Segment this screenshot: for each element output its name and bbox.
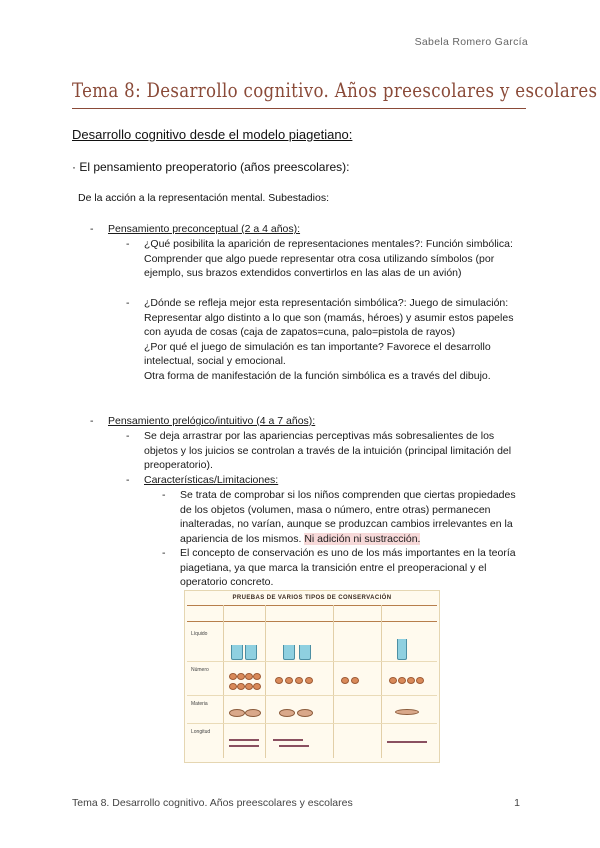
coin-icon — [305, 677, 313, 684]
list-dash: - — [126, 474, 130, 486]
sub-list-item — [162, 546, 526, 590]
figure-row-divider — [187, 661, 437, 662]
section-heading: Desarrollo cognitivo desde el modelo piagetiano: — [72, 127, 353, 142]
list-dash: - — [126, 430, 130, 442]
sub-list-item-text: El concepto de conservación es uno de los más importantes en la teoría piagetiana, ya que marca la transición entre el preoperacional y el operatorio concreto. — [180, 547, 516, 589]
bullet-preconceptual — [90, 222, 528, 237]
glass-icon — [283, 645, 295, 660]
list-item-extra: ¿Por qué el juego de simulación es tan importante? Favorece el desarrollo intelectual, social y emocional. — [144, 340, 491, 368]
coin-icon — [229, 683, 237, 690]
coin-icon — [237, 673, 245, 680]
figure-row-label: Longitud — [191, 729, 211, 735]
glass-icon — [299, 645, 311, 660]
author-name: Sabela Romero García — [414, 36, 528, 48]
list-dash: - — [126, 238, 130, 250]
page-title: Tema 8: Desarrollo cognitivo. Años preescolares y escolares — [72, 78, 598, 102]
figure-row-label: Materia — [191, 701, 208, 707]
page-number: 1 — [514, 797, 520, 809]
bullet-label: Pensamiento preconceptual (2 a 4 años): — [108, 223, 301, 235]
highlighted-text: Ni adición ni sustracción. — [304, 532, 421, 545]
coin-icon — [245, 673, 253, 680]
stick-icon — [273, 739, 303, 741]
list-dash: - — [90, 415, 94, 427]
coin-icon — [341, 677, 349, 684]
figure-row-label: Líquido — [191, 631, 208, 637]
footer-title: Tema 8. Desarrollo cognitivo. Años preescolares y escolares — [72, 797, 353, 809]
coin-icon — [389, 677, 397, 684]
glass-icon — [397, 639, 407, 660]
coin-icon — [416, 677, 424, 684]
coin-icon — [275, 677, 283, 684]
figure-column-divider — [223, 605, 224, 758]
figure-row-divider — [187, 723, 437, 724]
list-item — [126, 296, 522, 384]
clay-ball-icon — [297, 709, 313, 717]
coin-icon — [245, 683, 253, 690]
clay-ball-icon — [279, 709, 295, 717]
coin-icon — [351, 677, 359, 684]
figure-column-divider — [381, 605, 382, 758]
list-dash: - — [90, 223, 94, 235]
list-dash: - — [162, 547, 166, 559]
list-dash: - — [126, 297, 130, 309]
sub-list-item-text: Se trata de comprobar si los niños comprenden que ciertas propiedades de los objetos (volumen, masa o número, entre otras) permanecen inalteradas, no varían, aunque se produzcan cambios irrelevantes en la apariencia de los mismos. — [180, 489, 516, 545]
intro-paragraph: De la acción a la representación mental. Subestadios: — [78, 192, 329, 204]
coin-icon — [229, 673, 237, 680]
subsection-heading: · El pensamiento preoperatorio (años preescolares): — [72, 160, 350, 174]
clay-ball-icon — [395, 709, 419, 715]
coin-icon — [253, 673, 261, 680]
list-item-text: ¿Qué posibilita la aparición de representaciones mentales?: Función simbólica: Comprender que algo puede representar otra cosa utilizando símbolos (por ejemplo, sus brazos extendidos convertirlos en las alas de un avión) — [144, 238, 513, 280]
clay-ball-icon — [229, 709, 245, 717]
list-item-text: Se deja arrastrar por las apariencias perceptivas más sobresalientes de los objetos y los juicios se controlan a través de la intuición (principal limitación del preoperatorio). — [144, 430, 512, 472]
coin-icon — [285, 677, 293, 684]
figure-rule — [187, 621, 437, 622]
coin-icon — [295, 677, 303, 684]
coin-icon — [398, 677, 406, 684]
stick-icon — [229, 739, 259, 741]
bullet-prelogico — [90, 414, 528, 429]
list-item-text: Características/Limitaciones: — [144, 474, 279, 486]
title-underline — [72, 108, 526, 109]
figure-column-divider — [265, 605, 266, 758]
list-item — [126, 473, 522, 488]
list-item-text: ¿Dónde se refleja mejor esta representación simbólica?: Juego de simulación: Representar algo distinto a lo que son (mamás, héroes) y asumir estos papeles con ayuda de cosas (caja de zapatos=cuna, palo=pistola de rayos) — [144, 297, 514, 339]
coin-icon — [253, 683, 261, 690]
figure-column-divider — [333, 605, 334, 758]
sub-list-item — [162, 488, 526, 546]
list-dash: - — [162, 489, 166, 501]
stick-icon — [279, 745, 309, 747]
figure-row-label: Número — [191, 667, 209, 673]
glass-icon — [245, 645, 257, 660]
list-item — [126, 237, 522, 281]
stick-icon — [387, 741, 427, 743]
list-item — [126, 429, 522, 473]
clay-ball-icon — [245, 709, 261, 717]
figure-row-divider — [187, 695, 437, 696]
stick-icon — [229, 745, 259, 747]
coin-icon — [407, 677, 415, 684]
figure-heading: PRUEBAS DE VARIOS TIPOS DE CONSERVACIÓN — [232, 595, 392, 601]
glass-icon — [231, 645, 243, 660]
list-item-extra: Otra forma de manifestación de la función simbólica es a través del dibujo. — [144, 369, 491, 382]
conservation-tests-figure — [184, 590, 440, 763]
figure-rule — [187, 605, 437, 606]
coin-icon — [237, 683, 245, 690]
bullet-label: Pensamiento prelógico/intuitivo (4 a 7 años): — [108, 415, 316, 427]
